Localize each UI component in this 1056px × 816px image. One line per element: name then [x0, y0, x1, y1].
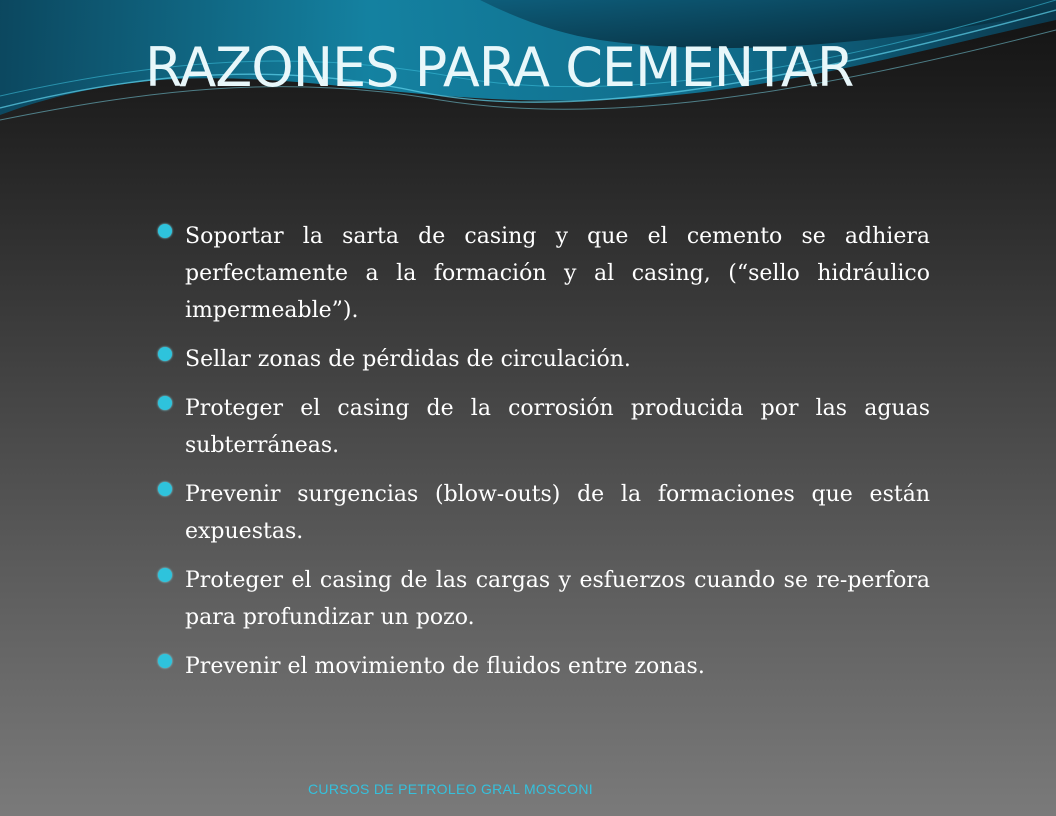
slide-title: RAZONES PARA CEMENTAR — [145, 36, 854, 99]
bullet-text: Prevenir el movimiento de fluidos entre zonas. — [185, 654, 705, 679]
bullet-item — [158, 476, 930, 550]
bullet-text: Proteger el casing de las cargas y esfuerzos cuando se re-perfora para profundizar un pozo. — [185, 568, 930, 630]
bullet-item — [158, 648, 930, 685]
bullet-list — [158, 218, 930, 697]
bullet-dot-icon — [158, 482, 172, 496]
bullet-text: Sellar zonas de pérdidas de circulación. — [185, 347, 631, 372]
bullet-dot-icon — [158, 396, 172, 410]
bullet-item — [158, 562, 930, 636]
bullet-dot-icon — [158, 347, 172, 361]
bullet-dot-icon — [158, 568, 172, 582]
bullet-dot-icon — [158, 224, 172, 238]
bullet-item — [158, 341, 930, 378]
bullet-text: Prevenir surgencias (blow-outs) de la formaciones que están expuestas. — [185, 482, 930, 544]
bullet-dot-icon — [158, 654, 172, 668]
bullet-item — [158, 390, 930, 464]
bullet-text: Proteger el casing de la corrosión producida por las aguas subterráneas. — [185, 396, 930, 458]
slide-footer: CURSOS DE PETROLEO GRAL MOSCONI — [308, 781, 593, 797]
bullet-text: Soportar la sarta de casing y que el cemento se adhiera perfectamente a la formación y al casing, (“sello hidráulico impermeable”). — [185, 224, 930, 323]
bullet-item — [158, 218, 930, 329]
